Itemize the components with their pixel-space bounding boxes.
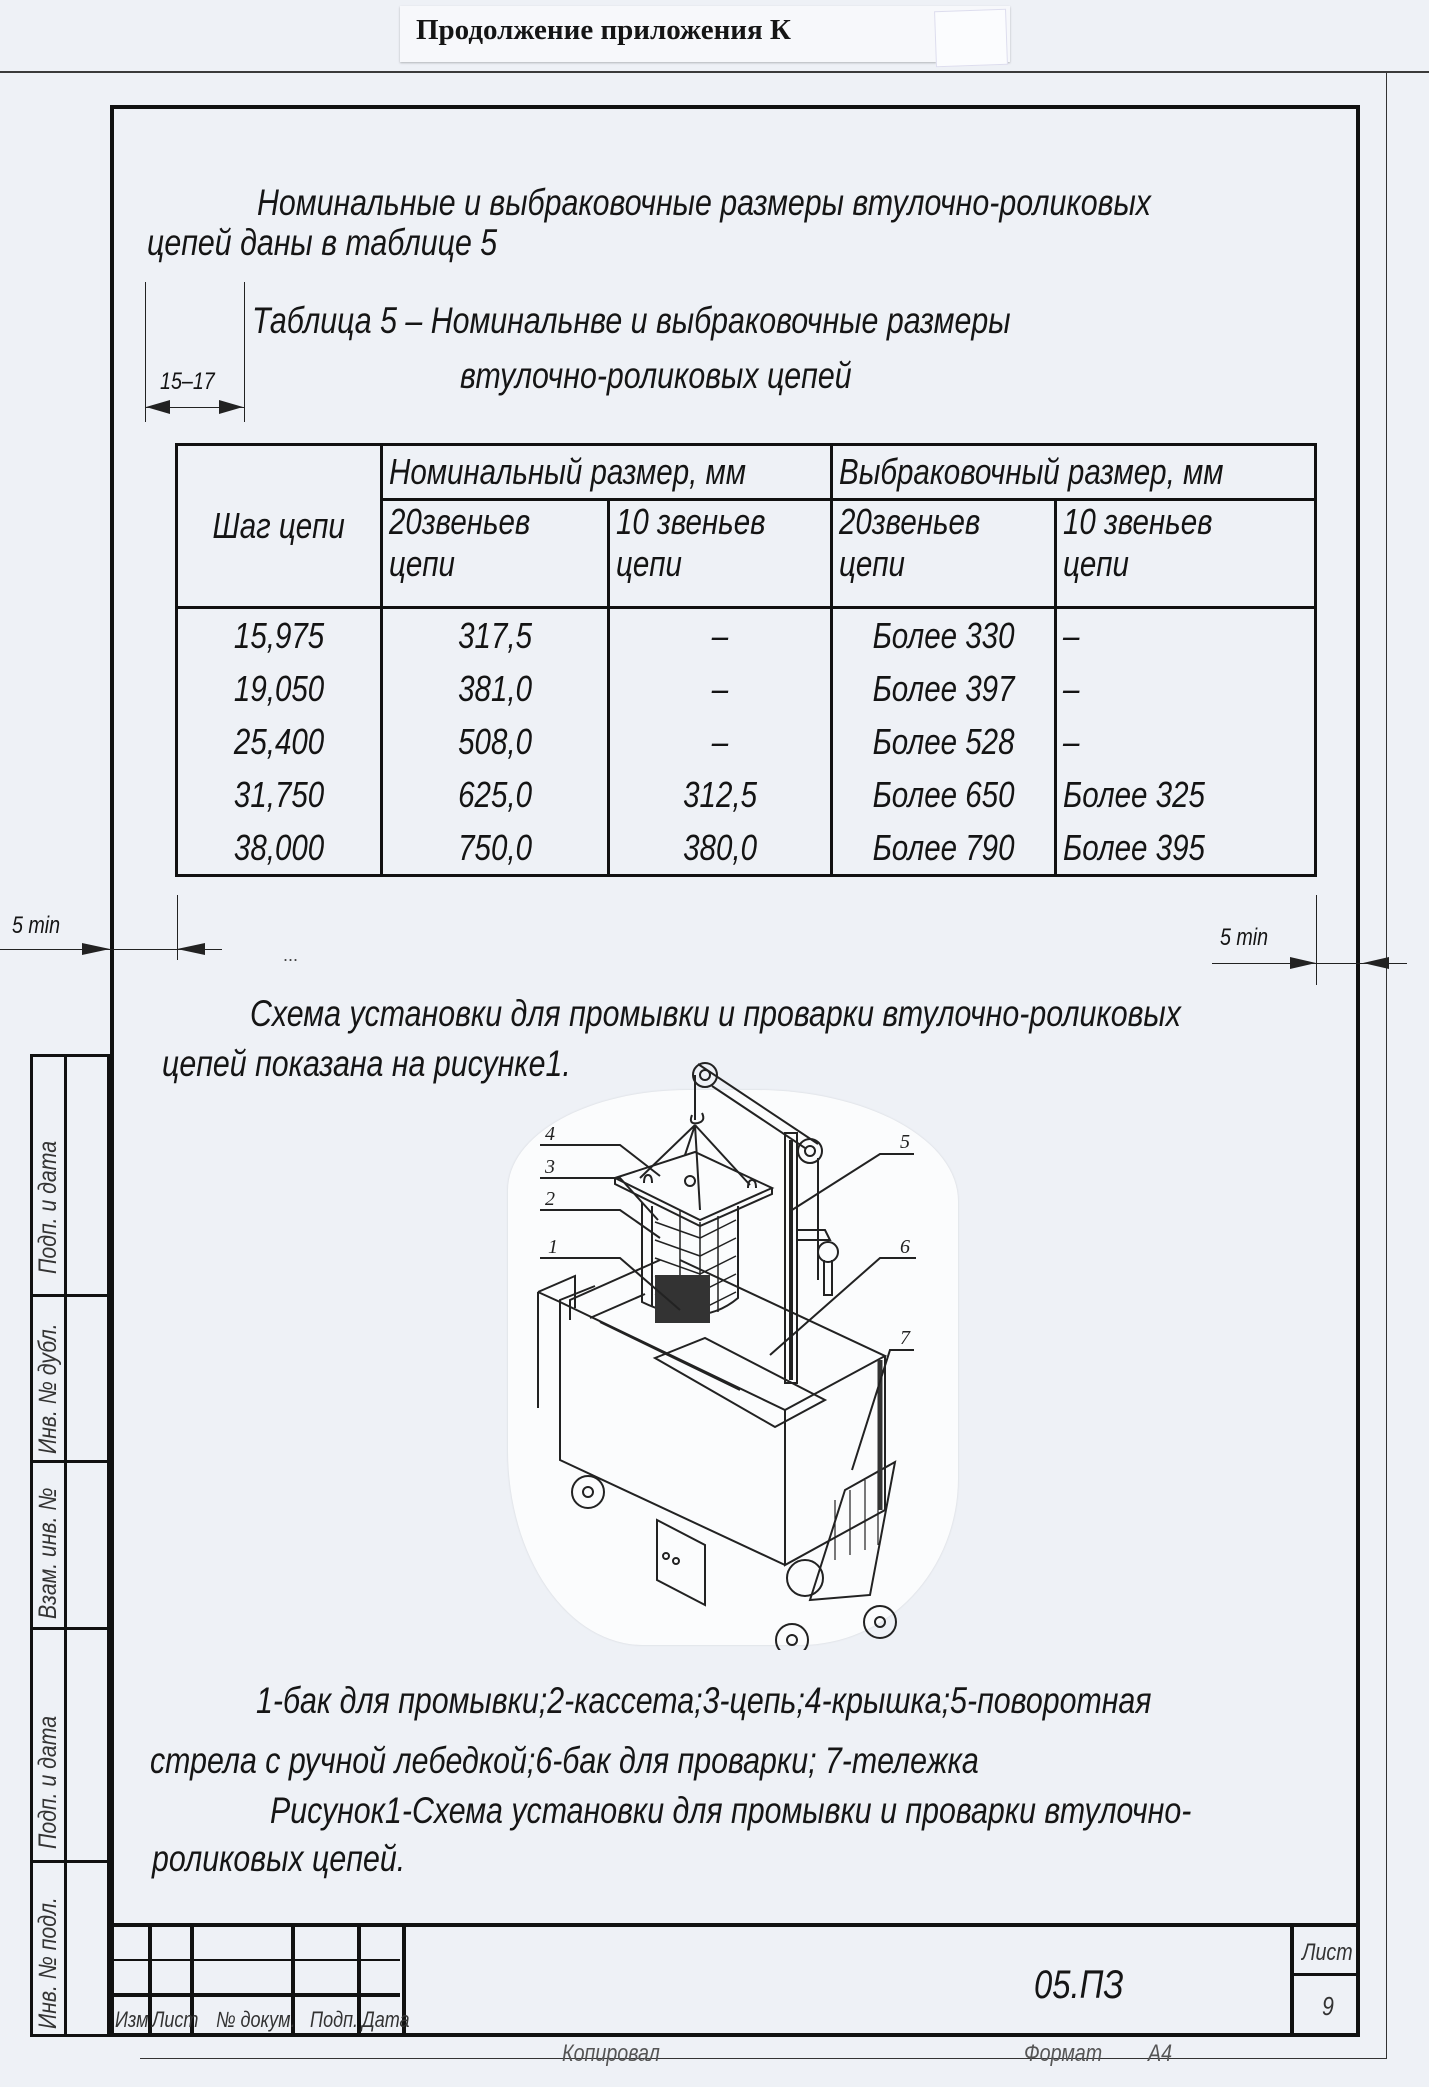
right-margin-dimension: 5 min	[1220, 924, 1269, 951]
table-cell: 317,5	[457, 615, 532, 656]
arrow-right-icon	[1290, 957, 1316, 969]
winch-drum	[818, 1242, 838, 1262]
scheme-line-2: цепей показана на рисунке1.	[162, 1043, 571, 1084]
arrow-right-icon	[82, 943, 110, 955]
column-reject-10	[1056, 608, 1316, 876]
figure-legend-line-2: стрела с ручной лебедкой;6-бак для проварки; 7-тележка	[150, 1740, 979, 1781]
ellipsis: ...	[283, 945, 299, 965]
sidebar-label-dup-inv: Инв. № дубл.	[34, 1323, 62, 1454]
column-reject-20	[832, 608, 1056, 876]
tape-piece	[934, 9, 1008, 67]
subheader-reject-20: 20звеньев цепи	[832, 500, 1056, 608]
format-label: Формат	[1024, 2040, 1103, 2067]
dim-ext-line-right	[244, 282, 245, 422]
table-caption-line-1: Таблица 5 – Номинальнве и выбраковочные размеры	[252, 300, 1011, 341]
outer-border-bottom	[140, 2058, 1387, 2059]
figure-caption-line-1: Рисунок1-Схема установки для промывки и проварки втулочно-	[270, 1790, 1192, 1831]
tb-col-line	[110, 1923, 114, 2037]
hook	[691, 1075, 703, 1123]
subheader-nominal-20: 20звеньев цепи	[381, 500, 608, 608]
document-code: 05.ПЗ	[1034, 1963, 1124, 2007]
callout-2: 2	[545, 1188, 555, 1210]
table-cell: –	[711, 668, 729, 709]
outer-border-right	[1386, 73, 1387, 2058]
table-cell: Более 397	[872, 668, 1015, 709]
format-value: А4	[1148, 2040, 1173, 2067]
table-cell: 38,000	[233, 827, 324, 868]
callout-6: 6	[900, 1236, 910, 1258]
table-cell: 508,0	[457, 721, 532, 762]
access-door	[657, 1520, 705, 1605]
table-cell: Более 395	[1063, 827, 1205, 868]
table-cell: –	[1063, 615, 1080, 656]
caption-indent-dimension: 15–17	[160, 368, 215, 395]
tb-sheet-divider	[1290, 1973, 1360, 1976]
table-cell: –	[1063, 668, 1080, 709]
tb-label-date: Дата	[362, 2007, 410, 2032]
installation-drawing	[500, 1060, 980, 1650]
table-cell: 15,975	[233, 615, 324, 656]
chain-size-table	[175, 443, 1317, 877]
intro-line-2: цепей даны в таблице 5	[147, 222, 498, 263]
table-cell: Более 528	[872, 721, 1015, 762]
winch-handle	[824, 1260, 832, 1295]
arrow-left-icon	[177, 943, 205, 955]
table-cell: 750,0	[457, 827, 532, 868]
scheme-line-1: Схема установки для промывки и проварки втулочно-роликовых	[250, 993, 1181, 1034]
table-cell: Более 325	[1063, 774, 1205, 815]
tb-label-signature: Подп.	[310, 2007, 359, 2032]
outer-border-top	[0, 71, 1429, 73]
callout-5: 5	[900, 1131, 910, 1153]
tb-label-doc-no: № докум.	[216, 2007, 296, 2032]
sidebar-divider	[30, 1627, 110, 1630]
table-cell: 19,050	[233, 668, 324, 709]
dim-ext-line-table-right	[1316, 895, 1317, 985]
sidebar-label-orig-inv: Инв. № подл.	[34, 1897, 62, 2029]
column-nominal-20	[381, 608, 608, 876]
tb-label-change: Изм	[115, 2007, 149, 2032]
title-block	[110, 1923, 1360, 2037]
wheel	[776, 1624, 808, 1650]
sidebar-divider	[30, 1294, 110, 1297]
figure-caption-line-2: роликовых цепей.	[152, 1838, 406, 1879]
figure-legend-line-1: 1-бак для промывки;2-кассета;3-цепь;4-крышка;5-поворотная	[256, 1680, 1152, 1721]
header-reject-size: Выбраковочный размер, мм	[832, 445, 1316, 500]
arrow-left-icon	[1363, 957, 1389, 969]
table-cell: 381,0	[457, 668, 532, 709]
table-cell: Более 790	[872, 827, 1015, 868]
table-cell: –	[711, 615, 729, 656]
table-cell: –	[711, 721, 729, 762]
boom-arm	[698, 1064, 818, 1148]
sidebar-divider	[30, 1460, 110, 1463]
arrow-right-icon	[219, 400, 243, 414]
callout-4: 4	[545, 1123, 555, 1145]
subheader-reject-10: 10 звеньев цепи	[1056, 500, 1316, 608]
table-cell: 625,0	[457, 774, 532, 815]
sheet-label: Лист	[1302, 1939, 1353, 1966]
appendix-header: Продолжение приложения К	[416, 14, 791, 46]
winch-bracket	[797, 1230, 830, 1240]
table-caption-line-2: втулочно-роликовых цепей	[460, 355, 852, 396]
table-cell: –	[1063, 721, 1080, 762]
left-margin-dimension: 5 min	[12, 912, 61, 939]
sheet-number: 9	[1322, 1991, 1334, 2021]
table-cell: 380,0	[683, 827, 757, 868]
header-nominal-size: Номинальный размер, мм	[381, 445, 831, 500]
callout-4-leader	[540, 1145, 660, 1176]
subheader-nominal-10: 10 звеньев цепи	[608, 500, 831, 608]
boiling-tank-lid	[655, 1338, 825, 1427]
sidebar-label-sign-date-1: Подп. и дата	[34, 1140, 62, 1274]
intro-line-1: Номинальные и выбраковочные размеры втулочно-роликовых	[257, 182, 1151, 223]
callout-3-leader	[540, 1178, 658, 1220]
wheel	[864, 1606, 896, 1638]
table-cell: Более 650	[872, 774, 1015, 815]
column-pitch	[177, 608, 382, 876]
table-cell: 25,400	[233, 721, 324, 762]
sidebar-divider	[30, 1860, 110, 1863]
arrow-left-icon	[146, 400, 170, 414]
callout-1: 1	[548, 1236, 558, 1258]
sidebar-label-replace-inv: Взам. инв. №	[34, 1487, 62, 1619]
callout-7: 7	[900, 1327, 910, 1349]
sidebar-label-sign-date-2: Подп. и дата	[34, 1715, 62, 1849]
tb-col-line	[1290, 1923, 1294, 2037]
table-cell: Более 330	[872, 615, 1015, 656]
callout-3: 3	[545, 1156, 555, 1178]
table-cell: 31,750	[233, 774, 324, 815]
washing-tank-opening	[655, 1275, 710, 1323]
cart-front-base	[560, 1360, 785, 1565]
wheel	[572, 1476, 604, 1508]
sidebar-value-column	[64, 1054, 110, 2037]
tb-label-sheet: Лист	[152, 2007, 199, 2032]
header-pitch: Шаг цепи	[177, 445, 382, 608]
column-nominal-10	[608, 608, 831, 876]
copied-by-label: Копировал	[562, 2040, 660, 2067]
table-cell: 312,5	[683, 774, 757, 815]
tb-bottom-line	[110, 2033, 1360, 2037]
tb-top-line	[110, 1923, 1360, 1927]
sidebar-stamp	[30, 1054, 110, 2037]
